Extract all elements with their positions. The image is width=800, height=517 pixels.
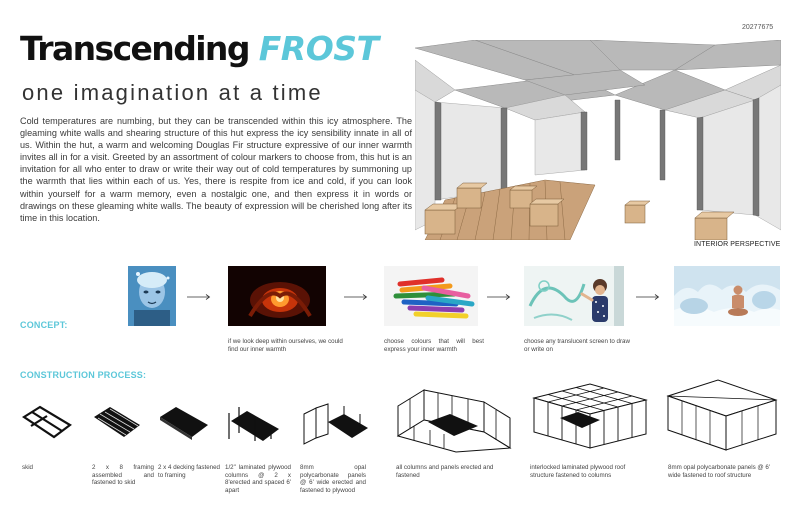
- concept-caption-inner-warmth: if we look deep within ourselves, we could find our inner warmth: [228, 338, 343, 353]
- concept-label: CONCEPT:: [20, 320, 68, 330]
- board-id: 20277675: [742, 24, 774, 31]
- construction-caption-roof-structure: interlocked laminated plywood roof structure fastened to columns: [530, 464, 626, 479]
- person-in-ice-photo: [674, 266, 780, 326]
- construction-caption-panels: 8mm opal polycarbonate panels @ 6' wide erected and fastened to plywood: [300, 464, 366, 494]
- construction-diagram-panels: [300, 400, 370, 451]
- subtitle: one imagination at a time: [22, 80, 323, 105]
- construction-diagram-roof-structure: [530, 378, 650, 465]
- construction-diagram-roof-panels: [664, 376, 780, 463]
- construction-caption-skid: skid: [22, 464, 34, 471]
- construction-diagram-skid: [22, 405, 72, 446]
- description-paragraph: Cold temperatures are numbing, but they can be transcended within this icy atmosphere. The gleaming white walls and shearing structure of this hut express the icy sensibility innate in all of us. Within the hut, a warm and welcoming Douglas Fir structure expressive of our inner warmth invites all in for a visit. Greeted by an assortment of colour markers to choose from, this hut is an invitation for all who enter to draw or write their way out of cold temperatures by summoning up the warmth that lies within each of us. Yes, there is respite from ice and cold, if you can look within yourself for a warm memory, even a nostalgic one, and then express it in words or drawings on these gleaming white walls. The beauty of expression will be cherished long after its time in this location.: [20, 116, 412, 223]
- arrow-icon: [344, 294, 368, 300]
- construction-diagram-decking: [158, 405, 210, 446]
- construction-caption-columns: 1/2" laminated plywood columns @ 2 x 8'erected and spaced 6' apart: [225, 464, 291, 494]
- title-accent: FROST: [258, 29, 379, 68]
- construction-diagram-all-panels: [394, 380, 514, 465]
- construction-caption-all-panels: all columns and panels erected and fastened: [396, 464, 494, 479]
- title-main: Transcending: [20, 29, 259, 68]
- construction-caption-roof-panels: 8mm opal polycarbonate panels @ 6' wide fastened to roof structure: [668, 464, 771, 479]
- arrow-icon: [636, 294, 660, 300]
- concept-caption-translucent-screen: choose any translucent screen to draw or write on: [524, 338, 630, 353]
- construction-diagram-framing: [92, 405, 142, 446]
- colour-markers-photo: [384, 266, 478, 326]
- construction-diagram-columns: [225, 405, 281, 450]
- arrow-icon: [487, 294, 511, 300]
- construction-process-label: CONSTRUCTION PROCESS:: [20, 370, 147, 380]
- arrow-icon: [187, 294, 211, 300]
- child-drawing-photo: [524, 266, 624, 326]
- perspective-caption: INTERIOR PERSPECTIVE: [694, 241, 781, 248]
- concept-caption-choose-colours: choose colours that will best express your inner warmth: [384, 338, 484, 353]
- construction-caption-framing: 2 x 8 framing assembled and fastened to skid: [92, 464, 154, 487]
- construction-caption-decking: 2 x 4 decking fastened to framing: [158, 464, 220, 479]
- page-title: [20, 29, 379, 69]
- frozen-face-photo: [128, 266, 176, 326]
- glowing-hands-photo: [228, 266, 326, 326]
- interior-perspective-drawing: [415, 40, 781, 240]
